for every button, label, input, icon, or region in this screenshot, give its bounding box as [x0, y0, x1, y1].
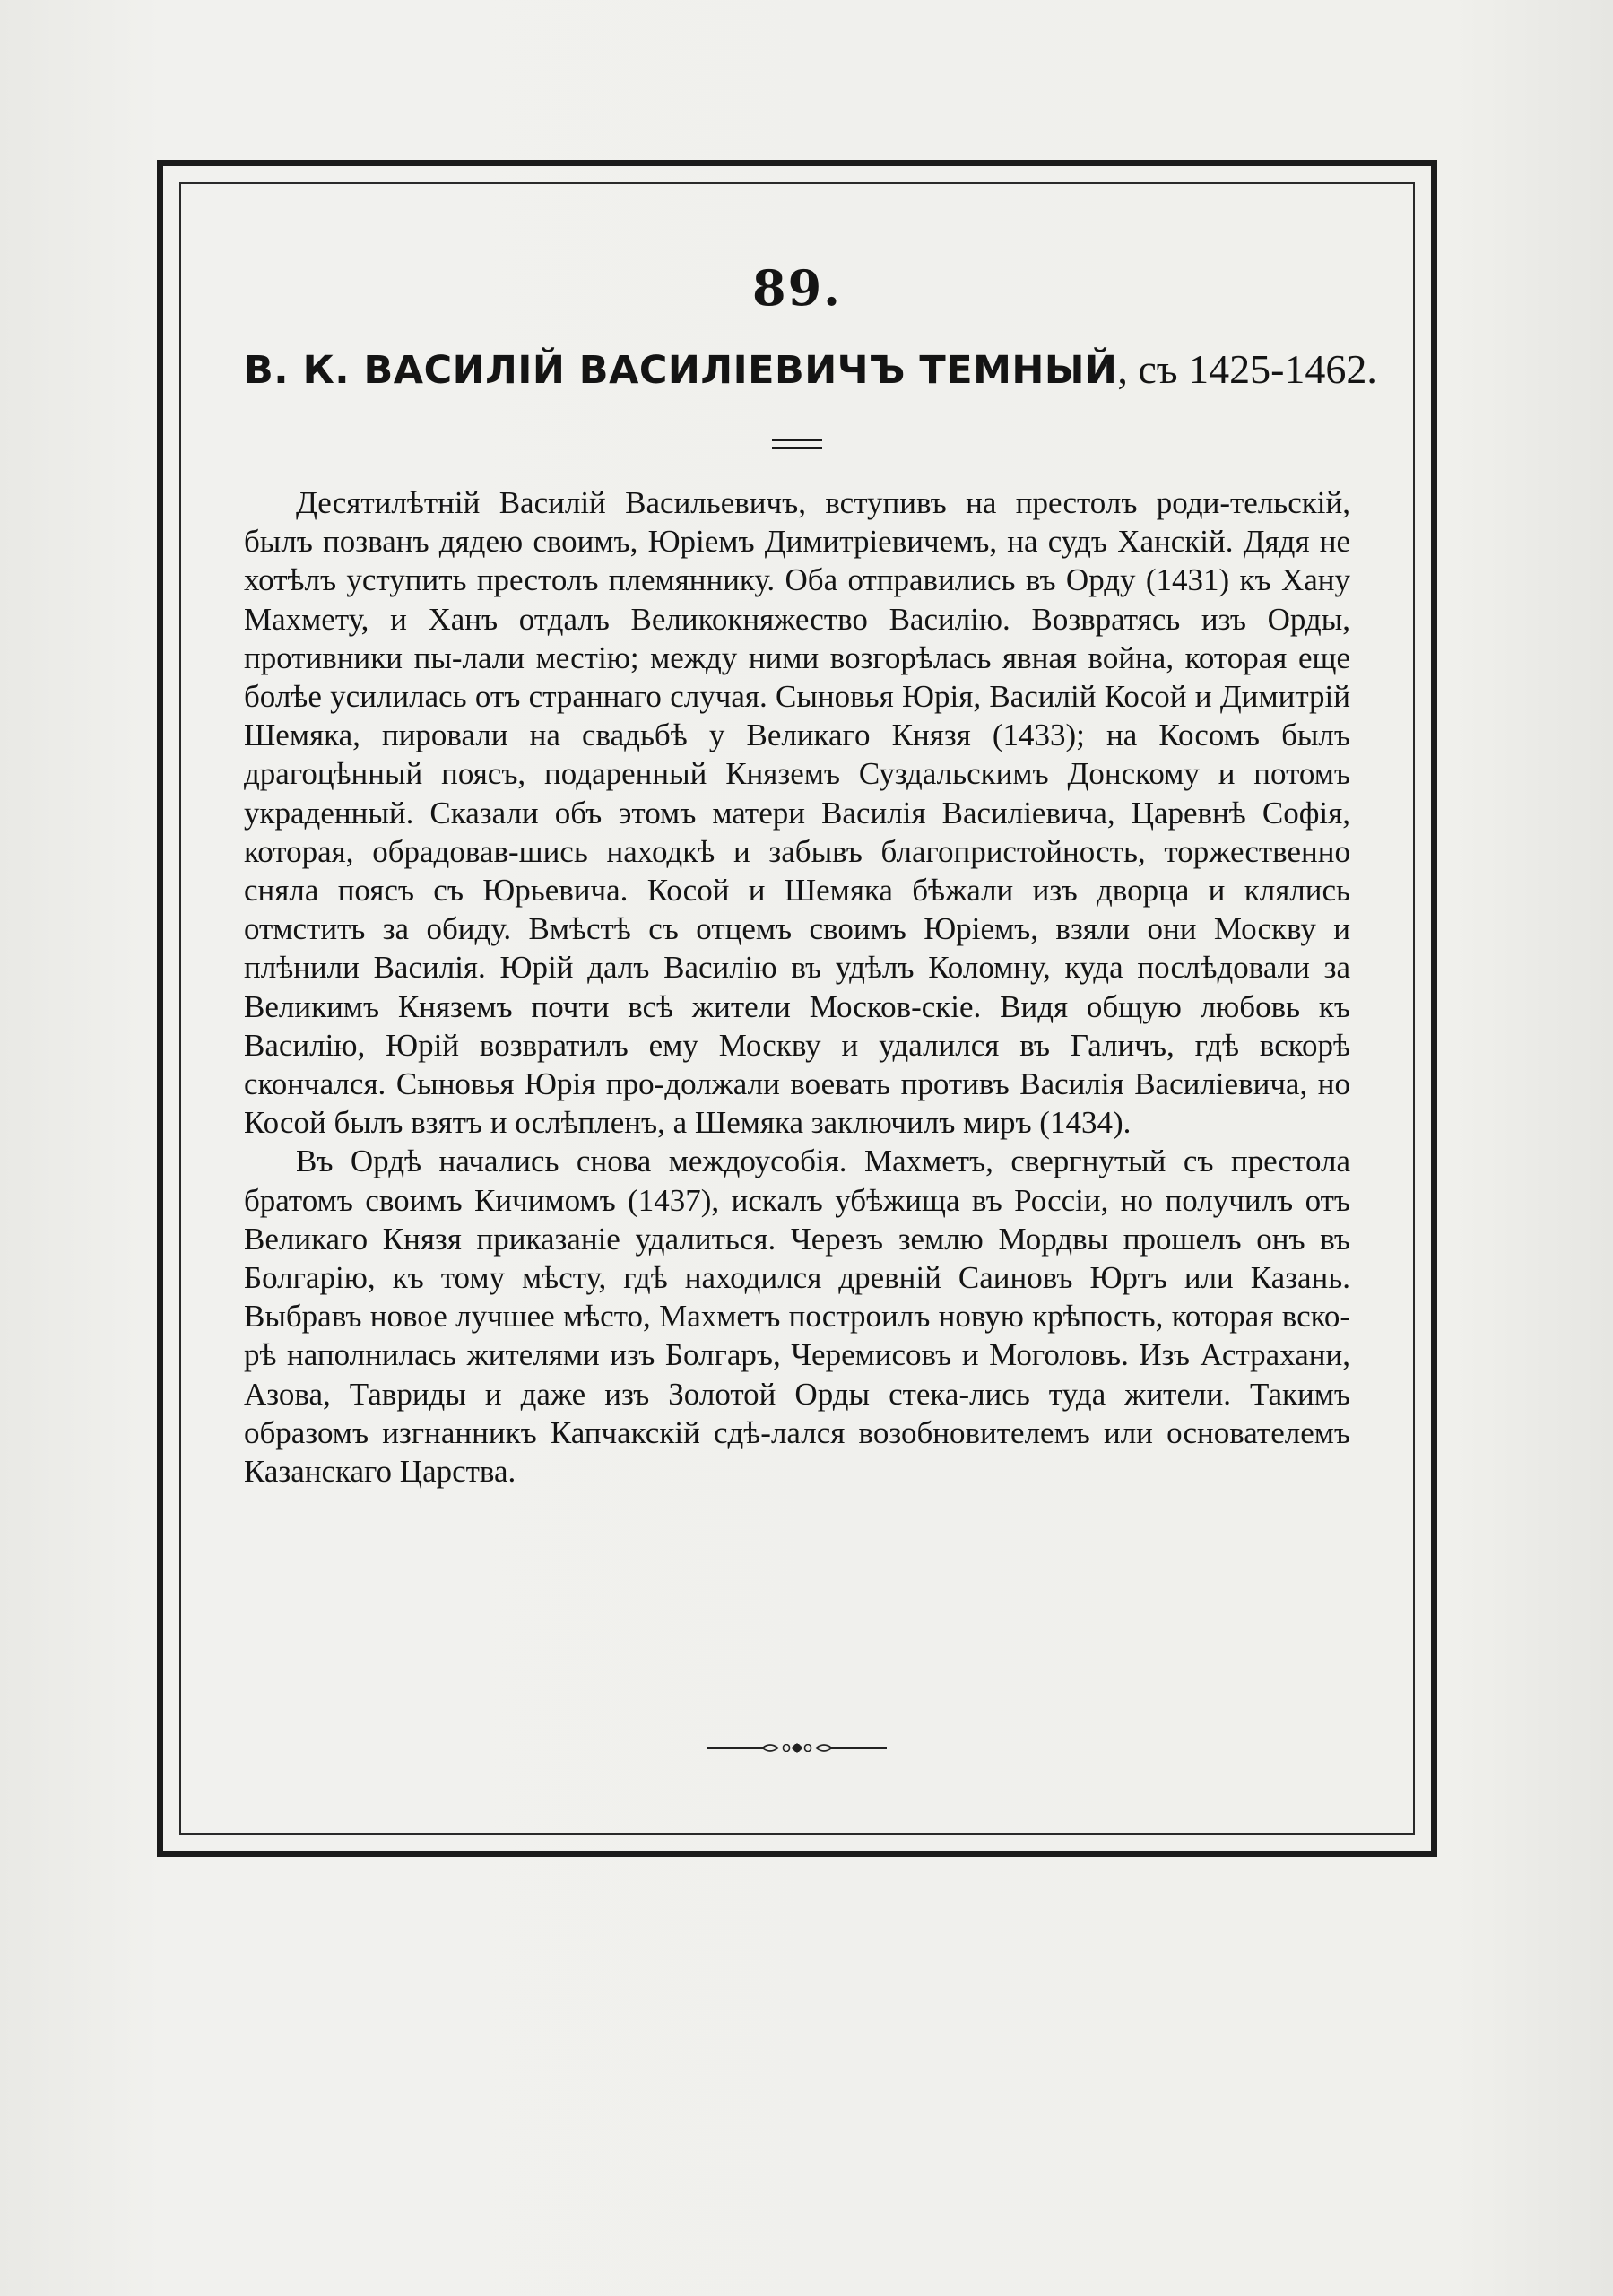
- chapter-title-name: В. К. ВАСИЛІЙ ВАСИЛІЕВИЧЪ ТЕМНЫЙ: [244, 348, 1118, 393]
- title-double-rule: [772, 439, 822, 449]
- paragraph-2: Въ Ордѣ начались снова междоусобія. Махметъ, свергнутый съ престола братомъ своимъ Кичимомъ (1437), искалъ убѣжища въ Россіи, но получилъ отъ Великаго Князя приказаніе удалиться. Черезъ землю Мордвы прошелъ онъ въ Болгарію, къ тому мѣсту, гдѣ находился древній Саиновъ Юртъ или Казань. Выбравъ новое лучшее мѣсто, Махметъ построилъ новую крѣпость, которая вско-рѣ наполнилась жителями изъ Болгаръ, Черемисовъ и Моголовъ. Изъ Астрахани, Азова, Тавриды и даже изъ Золотой Орды стека-лись туда жители. Такимъ образомъ изгнанникъ Капчакскій сдѣ-лался возобновителемъ или основателемъ Казанскаго Царства.: [244, 1144, 1350, 1490]
- paragraph-1: Десятилѣтній Василій Васильевичъ, вступивъ на престолъ роди-тельскій, былъ позванъ дядею своимъ, Юріемъ Димитріевичемъ, на судъ Ханскій. Дядя не хотѣлъ уступить престолъ племяннику. Оба отправились въ Орду (1431) къ Хану Махмету, и Ханъ отдалъ Великокняжество Василію. Возвратясь изъ Орды, противники пы-лали местію; между ними возгорѣлась явная война, которая еще болѣе усилилась отъ страннаго случая. Сыновья Юрія, Василій Косой и Димитрій Шемяка, пировали на свадьбѣ у Великаго Князя (1433); на Косомъ былъ драгоцѣнный поясъ, подаренный Княземъ Суздальскимъ Донскому и потомъ украденный. Сказали объ этомъ матери Василія Василіевича, Царевнѣ Софія, которая, обрадовав-шись находкѣ и забывъ благопристойность, торжественно сняла поясъ съ Юрьевича. Косой и Шемяка бѣжали изъ дворца и клялись отмстить за обиду. Вмѣстѣ съ отцемъ своимъ Юріемъ, взяли они Москву и плѣнили Василія. Юрій далъ Василію въ удѣлъ Коломну, куда послѣдовали за Великимъ Княземъ почти всѣ жители Москов-скіе. Видя общую любовь къ Василію, Юрій возвратилъ ему Москву и удалился въ Галичъ, гдѣ вскорѣ скончался. Сыновья Юрія про-должали воевать противъ Василія Василіевича, но Косой былъ взятъ и ослѣпленъ, а Шемяка заключилъ миръ (1434).: [244, 485, 1350, 1141]
- chapter-title: [244, 345, 1377, 393]
- page-border-inner: [179, 182, 1415, 1835]
- body-text: [244, 483, 1350, 1491]
- end-ornament-icon: [707, 1739, 887, 1757]
- page-border-outer: [157, 160, 1437, 1857]
- page-number: 89.: [752, 259, 842, 317]
- chapter-title-years: , съ 1425-1462.: [1117, 346, 1377, 392]
- page-content: [244, 184, 1377, 1833]
